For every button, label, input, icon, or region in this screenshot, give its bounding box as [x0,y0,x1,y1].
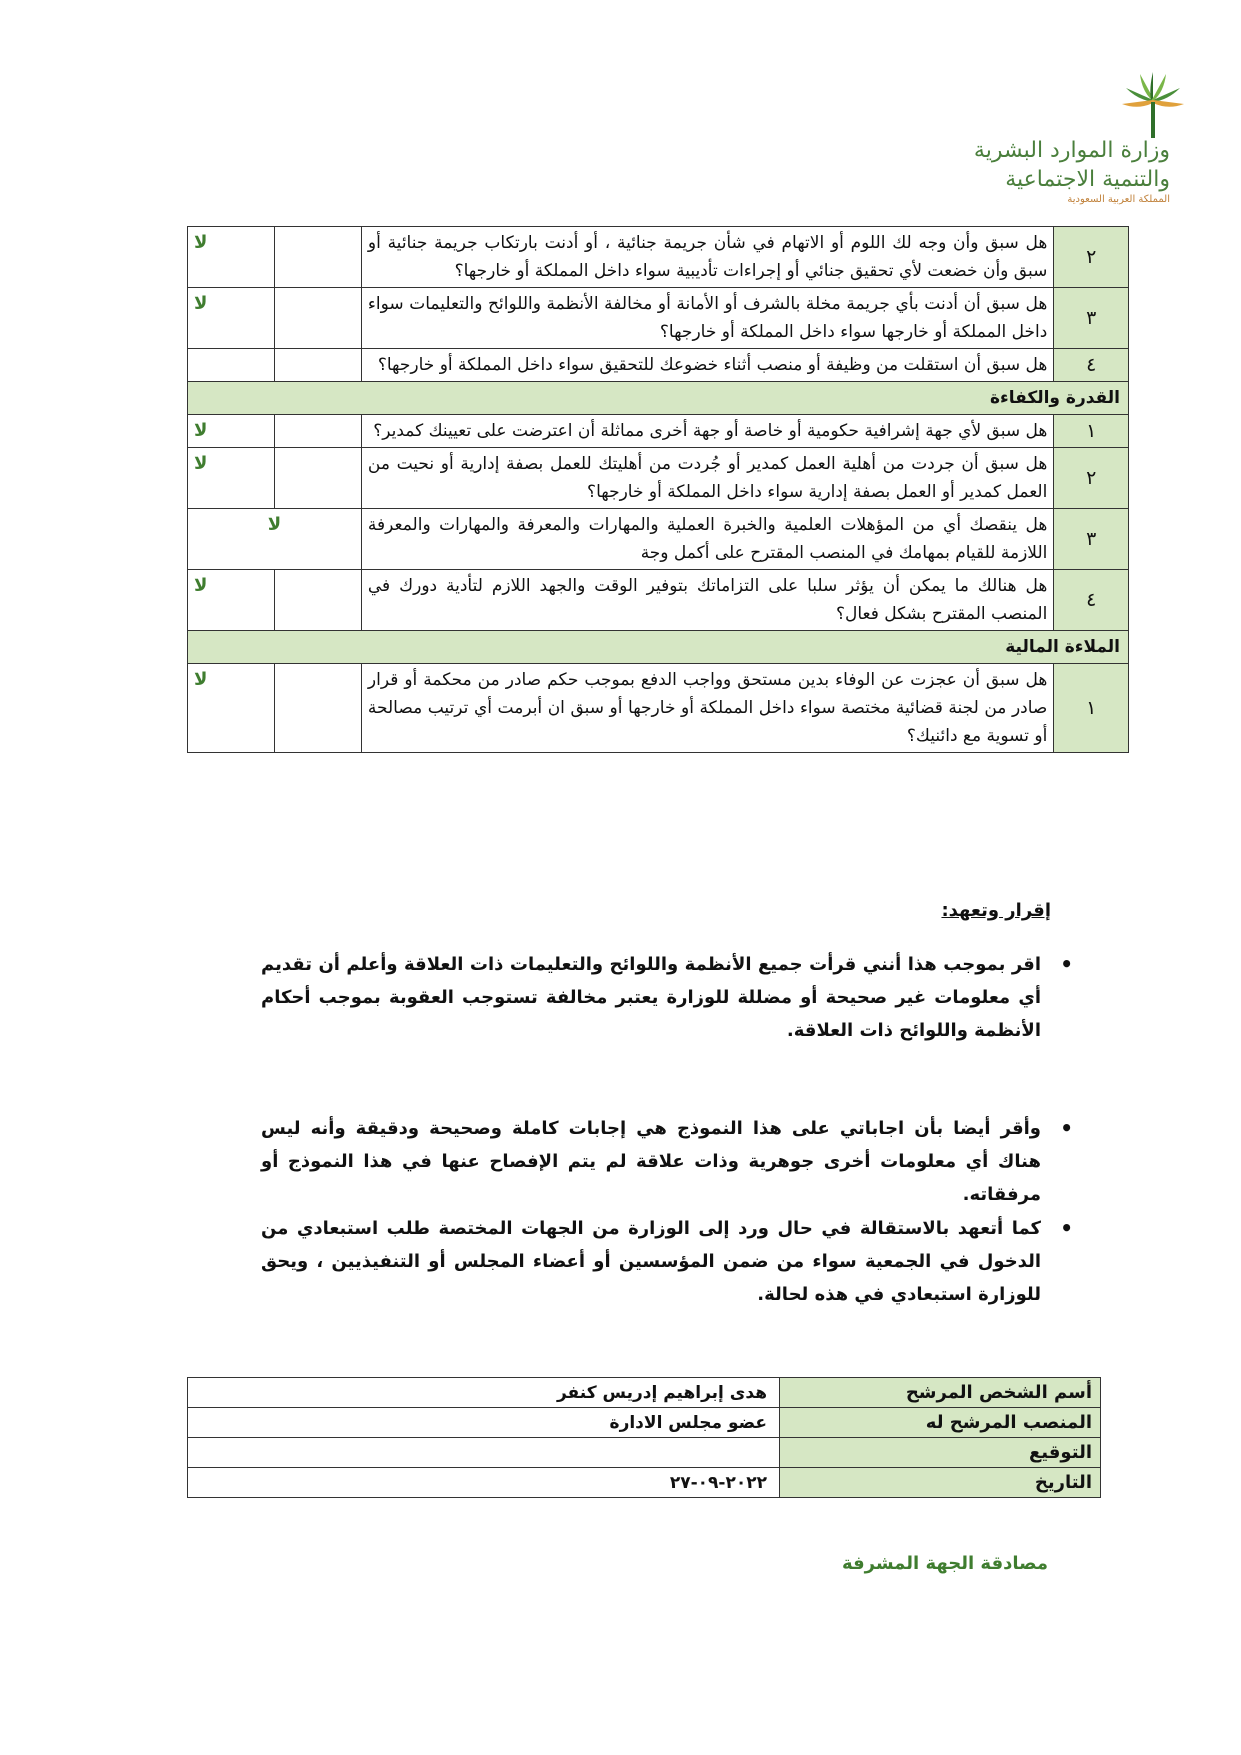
answer-cell-empty [274,415,361,448]
declaration-bullet [261,1212,1073,1311]
answer-cell-empty [274,349,361,382]
table-row [188,448,1129,509]
ministry-logo [973,70,1200,205]
signature-table [187,1377,1101,1498]
declaration-text: اقر بموجب هذا أنني قرأت جميع الأنظمة واللوائح والتعليمات ذات العلاقة وأعلم أن تقديم أي معلومات غير صحيحة أو مضللة للوزارة يعتبر مخالفة تستوجب العقوبة بموجب أحكام الأنظمة واللوائح ذات العلاقة. [261,954,1041,1041]
answer-cell: لا [188,509,362,570]
question-number: ٢ [1054,227,1129,288]
question-number: ١ [1054,415,1129,448]
answer-cell [188,349,275,382]
answer-cell: لا [188,570,275,631]
bullet-dot-icon: • [1060,1216,1073,1240]
question-text: هل سبق وأن وجه لك اللوم أو الاتهام في شأن جريمة جنائية ، أو أدنت بارتكاب جريمة جنائية أو سبق وأن خضعت لأي تحقيق جنائي أو إجراءات تأديبية سواء داخل المملكة أو خارجها؟ [361,227,1053,288]
candidate-name-label: أسم الشخص المرشح [780,1378,1101,1408]
question-number: ٣ [1054,509,1129,570]
table-row [188,1438,1101,1468]
logo-line-2: والتنمية الاجتماعية [1005,167,1170,192]
question-number: ٤ [1054,349,1129,382]
table-row [188,288,1129,349]
bullet-dot-icon: • [1060,1116,1073,1140]
answer-cell-empty [274,448,361,509]
signature-label: التوقيع [780,1438,1101,1468]
answer-cell-empty [274,288,361,349]
position-label: المنصب المرشح له [780,1408,1101,1438]
question-number: ٤ [1054,570,1129,631]
table-row [188,570,1129,631]
table-row [188,1468,1101,1498]
question-text: هل سبق أن جردت من أهلية العمل كمدير أو جُردت من أهليتك للعمل بصفة إدارية أو نحيت من العمل كمدير أو العمل بصفة إدارية سواء داخل المملكة أو خارجها؟ [361,448,1053,509]
declaration-title: إقرار وتعهد: [941,900,1051,921]
section-title-financial: الملاءة المالية [188,631,1129,664]
answer-cell-empty [274,570,361,631]
section-title-capability: القدرة والكفاءة [188,382,1129,415]
question-text: هل هنالك ما يمكن أن يؤثر سلبا على التزاماتك بتوفير الوقت والجهد اللازم لتأدية دورك في المنصب المقترح بشكل فعال؟ [361,570,1053,631]
questions-table [187,226,1129,753]
palm-tree-icon [1118,70,1188,140]
question-text: هل سبق لأي جهة إشرافية حكومية أو خاصة أو جهة أخرى مماثلة أن اعترضت على تعيينك كمدير؟ [361,415,1053,448]
date-value: ٢٠٢٢-٠٩-٢٧ [188,1468,780,1498]
question-number: ١ [1054,664,1129,753]
answer-cell-empty [274,227,361,288]
table-row [188,349,1129,382]
table-row [188,509,1129,570]
table-row [188,1408,1101,1438]
question-text: هل سبق أن أدنت بأي جريمة مخلة بالشرف أو الأمانة أو مخالفة الأنظمة واللوائح والتعليمات سواء داخل المملكة أو خارجها سواء داخل المملكة أو خارجها؟ [361,288,1053,349]
approval-label: مصادقة الجهة المشرفة [841,1553,1048,1574]
table-row [188,1378,1101,1408]
question-text: هل سبق أن عجزت عن الوفاء بدين مستحق وواجب الدفع بموجب حكم صادر من محكمة أو قرار صادر من لجنة قضائية مختصة سواء داخل المملكة أو خارجها أو سبق ان أبرمت أي ترتيب مصالحة أو تسوية مع دائنيك؟ [361,664,1053,753]
declaration-bullet [261,948,1073,1047]
declaration-text: وأقر أيضا بأن اجاباتي على هذا النموذج هي إجابات كاملة وصحيحة ودقيقة وأنه ليس هناك أي معلومات أخرى جوهرية وذات علاقة لم يتم الإفصاح عنها في هذا النموذج أو مرفقاته. [261,1118,1041,1205]
logo-line-1: وزارة الموارد البشرية [973,138,1170,163]
signature-value [188,1438,780,1468]
declaration-text: كما أتعهد بالاستقالة في حال ورد إلى الوزارة من الجهات المختصة طلب استبعادي من الدخول في الجمعية سواء من ضمن المؤسسين أو أعضاء المجلس أو التنفيذيين ، ويحق للوزارة استبعادي في هذه لحالة. [261,1218,1041,1305]
answer-cell: لا [188,664,275,753]
logo-line-3: المملكة العربية السعودية [1067,194,1170,205]
answer-cell: لا [188,448,275,509]
answer-cell: لا [188,288,275,349]
question-number: ٢ [1054,448,1129,509]
bullet-dot-icon: • [1060,952,1073,976]
table-row [188,227,1129,288]
answer-cell: لا [188,227,275,288]
question-text: هل ينقصك أي من المؤهلات العلمية والخبرة العملية والمهارات والمعرفة والمهارات والمعرفة اللازمة للقيام بمهامك في المنصب المقترح على أكمل وجة [361,509,1053,570]
answer-cell-empty [274,664,361,753]
date-label: التاريخ [780,1468,1101,1498]
candidate-name-value: هدى إبراهيم إدريس كنفر [188,1378,780,1408]
declaration-bullet [261,1112,1073,1211]
answer-cell: لا [188,415,275,448]
question-number: ٣ [1054,288,1129,349]
table-row [188,664,1129,753]
section-header-row [188,631,1129,664]
position-value: عضو مجلس الادارة [188,1408,780,1438]
table-row [188,415,1129,448]
section-header-row [188,382,1129,415]
question-text: هل سبق أن استقلت من وظيفة أو منصب أثناء خضوعك للتحقيق سواء داخل المملكة أو خارجها؟ [361,349,1053,382]
